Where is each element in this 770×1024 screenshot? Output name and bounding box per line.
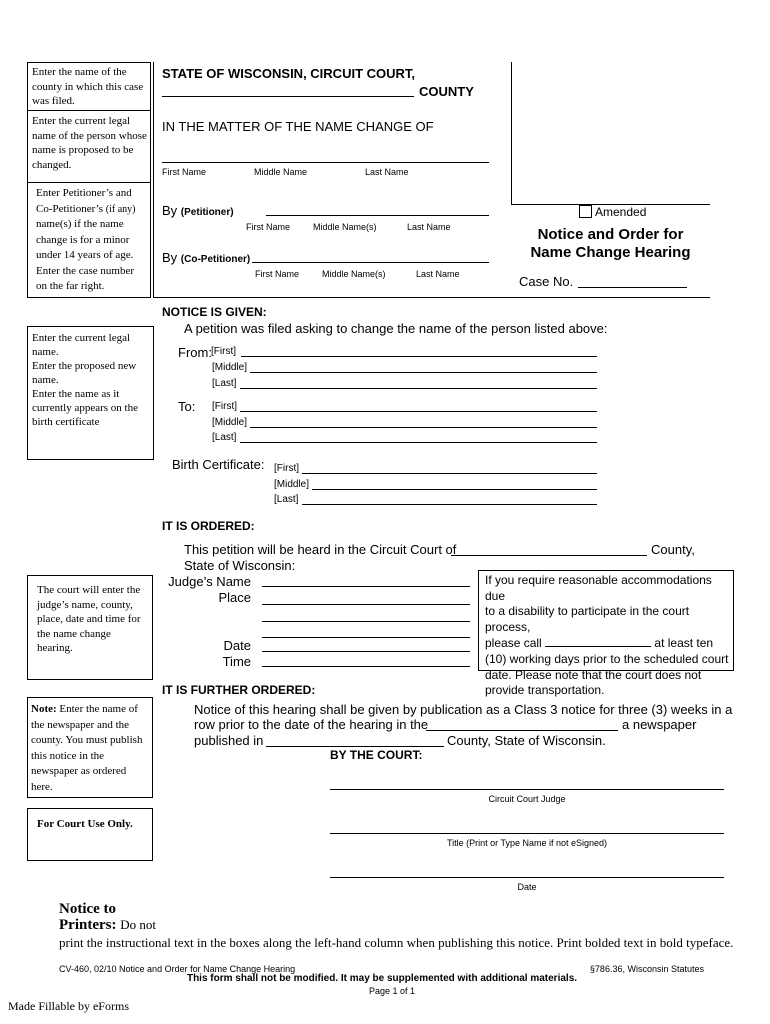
hearing-county-suffix: County, [651,542,695,557]
birth-first-input[interactable] [302,473,597,474]
state-text: State of Wisconsin: [184,558,296,573]
date-input[interactable] [262,651,470,652]
judge-signature-line[interactable] [330,789,724,790]
caption-right-vertical-line [511,62,512,204]
judges-name-input[interactable] [262,586,470,587]
publication-line1: Notice of this hearing shall be given by publication as a Class 3 notice for three (3) weeks in a [194,702,733,717]
from-last-label: [Last] [212,378,237,389]
instruction-divider [27,110,151,111]
co-petitioner-middle-label: Middle Name(s) [322,269,386,279]
time-input[interactable] [262,666,470,667]
instruction-divider [27,182,151,183]
form-title-line2: Name Change Hearing [530,244,691,261]
notice-petition-text: A petition was filed asking to change the name of the person listed above: [184,321,608,336]
birth-last-label: [Last] [274,494,299,505]
birth-last-input[interactable] [302,504,597,505]
instruction-petitioner: Enter Petitioner’s and Co-Petitioner’s (if any) name(s) if the name change is for a minor under 14 years of age. Enter the case number on the far right. [36,187,136,292]
petitioner-first-label: First Name [246,222,291,232]
judges-name-label: Judge’s Name [168,574,251,589]
publication-line2a: row prior to the date of the hearing in the [194,717,429,732]
from-last-input[interactable] [240,388,597,389]
to-last-input[interactable] [240,442,597,443]
date-label: Date [223,638,251,653]
matter-heading: IN THE MATTER OF THE NAME CHANGE OF [162,119,434,134]
newspaper-county-input[interactable] [266,746,444,747]
page-number: Page 1 of 1 [368,986,416,996]
instruction-names: Enter the current legal name. Enter the proposed new name. Enter the name as it currently appears on the birth certificate [32,332,138,428]
from-middle-label: [Middle] [212,362,248,373]
instruction-current-name: Enter the current legal name of the person whose name is proposed to be changed. [32,115,147,171]
fillable-credit: Made Fillable by eForms [8,999,129,1013]
publication-line3a: published in [194,733,264,748]
instruction-newspaper: Note: Enter the name of the newspaper and the county. You must publish this notice in the newspaper as ordered here. [31,703,143,793]
birth-first-label: [First] [274,463,299,474]
place-input-1[interactable] [262,604,470,605]
place-input-2[interactable] [262,621,470,622]
petitioner-middle-label: Middle Name(s) [313,222,377,232]
to-first-input[interactable] [240,411,597,412]
notice-heading: NOTICE IS GIVEN: [162,305,267,319]
amended-checkbox[interactable] [579,205,592,218]
middle-name-label: Middle Name [254,167,308,177]
court-use-label: For Court Use Only. [37,818,133,830]
judge-signature-label: Circuit Court Judge [488,794,566,804]
from-first-label: [First] [211,346,236,357]
accommodation-phone-input[interactable] [545,635,651,647]
modification-warning: This form shall not be modified. It may be supplemented with additional materials. [186,973,578,984]
instruction-court: The court will enter the judge’s name, county, place, date and time for the name change hearing. [37,584,141,654]
place-input-3[interactable] [262,637,470,638]
from-label: From: [178,345,212,360]
birth-middle-input[interactable] [312,489,597,490]
co-petitioner-input[interactable] [252,262,489,263]
printers-text: print the instructional text in the boxes along the left-hand column when publishing this notice. Print bolded text in bold typeface. [59,935,734,950]
petitioner-input[interactable] [266,215,489,216]
heard-text: This petition will be heard in the Circuit Court of [184,542,457,557]
by-co-label: By (Co-Petitioner) [162,250,251,265]
caption-case-line [153,297,710,298]
by-label: By (Petitioner) [162,203,234,218]
form-title-line1: Notice and Order for [537,226,684,243]
birth-certificate-label: Birth Certificate: [172,457,265,472]
to-middle-input[interactable] [250,427,597,428]
publication-line2b: a newspaper [622,717,697,732]
birth-middle-label: [Middle] [274,479,310,490]
co-petitioner-last-label: Last Name [416,269,460,279]
court-use-box [27,808,153,861]
printers-heading1: Notice to [59,901,117,917]
title-signature-line[interactable] [330,833,724,834]
to-label: To: [178,399,196,414]
by-the-court: BY THE COURT: [330,748,423,762]
statute: §786.36, Wisconsin Statutes [589,964,704,974]
to-middle-label: [Middle] [212,417,248,428]
from-first-input[interactable] [241,356,597,357]
accommodation-text: If you require reasonable accommodations due to a disability to participate in the court process, please call at least ten (10) working days prior to the scheduled court date. Please note that the court does not provide transportation. [485,573,729,698]
to-last-label: [Last] [212,432,237,443]
ordered-heading: IT IS ORDERED: [162,519,255,533]
county-input[interactable] [162,96,414,97]
county-label: COUNTY [419,84,474,99]
case-no-label: Case No. [519,274,574,289]
hearing-county-input[interactable] [451,555,647,556]
place-label: Place [218,590,251,605]
court-line: STATE OF WISCONSIN, CIRCUIT COURT, [162,66,416,81]
newspaper-input[interactable] [426,730,618,731]
further-heading: IT IS FURTHER ORDERED: [162,683,316,697]
case-no-input[interactable] [578,287,687,288]
from-middle-input[interactable] [250,372,597,373]
caption-vertical-line [153,62,154,298]
printers-heading2: Printers: Do not [59,917,156,933]
date-signature-label: Date [517,882,537,892]
first-name-label: First Name [162,167,207,177]
subject-name-input[interactable] [162,162,489,163]
title-signature-label: Title (Print or Type Name if not eSigned) [446,838,608,848]
petitioner-last-label: Last Name [407,222,451,232]
amended-label: Amended [595,205,647,219]
last-name-label: Last Name [365,167,409,177]
instruction-county: Enter the name of the county in which this case was filed. [32,66,144,107]
co-petitioner-first-label: First Name [255,269,300,279]
form-id: CV-460, 02/10 Notice and Order for Name Change Hearing [59,964,296,974]
date-signature-line[interactable] [330,877,724,878]
publication-line3b: County, State of Wisconsin. [447,733,606,748]
to-first-label: [First] [212,401,237,412]
time-label: Time [222,654,251,669]
